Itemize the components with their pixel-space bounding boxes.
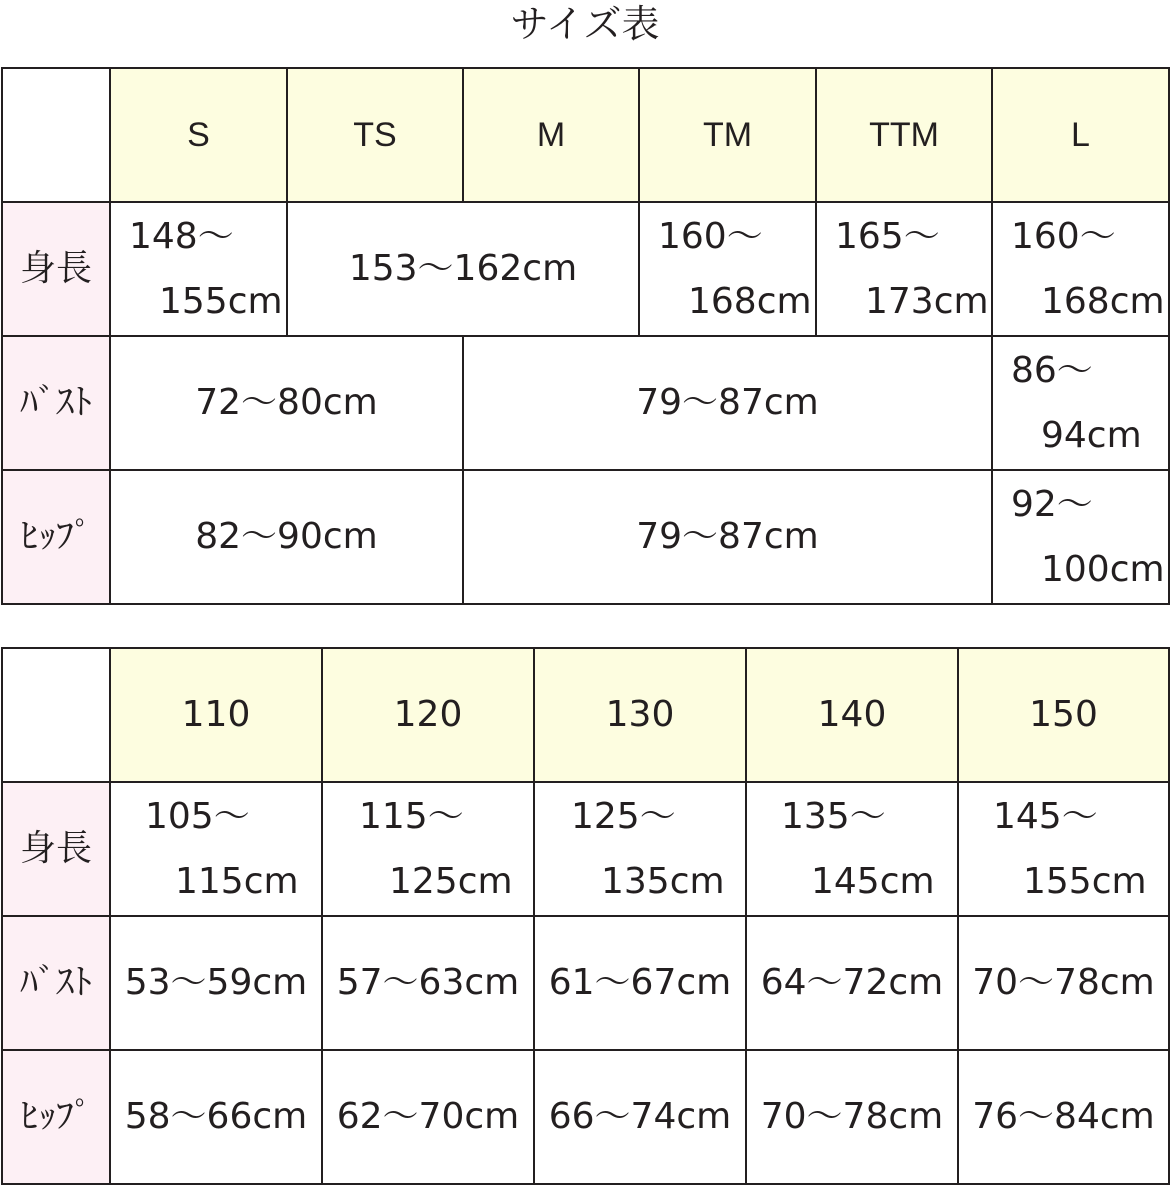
- height-cell-110: [110, 782, 322, 916]
- size-header-tm: TM: [639, 68, 816, 202]
- range-end: 168cm: [688, 281, 812, 322]
- size-header-l: L: [992, 68, 1169, 202]
- size-header-ts: TS: [287, 68, 463, 202]
- height-cell-tm: [639, 202, 816, 336]
- range-start: 92〜: [1011, 483, 1093, 525]
- range-start: 148〜: [129, 215, 234, 257]
- adult-size-table: [1, 67, 1170, 605]
- range-start: 86〜: [1011, 349, 1093, 391]
- range-end: 100cm: [1041, 549, 1165, 590]
- range-end: 168cm: [1041, 281, 1165, 322]
- size-header-row: [2, 68, 1169, 202]
- range-start: 165〜: [835, 215, 940, 257]
- bust-row: [2, 916, 1169, 1050]
- height-row: [2, 782, 1169, 916]
- hip-row: [2, 1050, 1169, 1184]
- range-end: 155cm: [159, 281, 283, 322]
- range-start: 145〜: [993, 795, 1098, 837]
- bust-cell-120: 57〜63cm: [322, 916, 534, 1050]
- range-start: 105〜: [145, 795, 250, 837]
- hip-cell-130: 66〜74cm: [534, 1050, 746, 1184]
- row-label-bust: ﾊﾞｽﾄ: [2, 916, 110, 1050]
- hip-cell-140: 70〜78cm: [746, 1050, 958, 1184]
- hip-cell-s-ts: 82〜90cm: [110, 470, 463, 604]
- height-cell-ts-m: 153〜162cm: [287, 202, 639, 336]
- range-end: 125cm: [389, 861, 513, 902]
- range-start: 135〜: [781, 795, 886, 837]
- height-cell-130: [534, 782, 746, 916]
- size-header-row: [2, 648, 1169, 782]
- bust-cell-s-ts: 72〜80cm: [110, 336, 463, 470]
- range-start: 125〜: [571, 795, 676, 837]
- range-start: 160〜: [658, 215, 763, 257]
- bust-cell-140: 64〜72cm: [746, 916, 958, 1050]
- hip-cell-l: [992, 470, 1169, 604]
- hip-cell-m-tm-ttm: 79〜87cm: [463, 470, 992, 604]
- bust-row: [2, 336, 1169, 470]
- bust-cell-150: 70〜78cm: [958, 916, 1169, 1050]
- height-cell-s: [110, 202, 287, 336]
- range-end: 135cm: [601, 861, 725, 902]
- row-label-hip: ﾋｯﾌﾟ: [2, 1050, 110, 1184]
- row-label-hip: ﾋｯﾌﾟ: [2, 470, 110, 604]
- corner-cell: [2, 68, 110, 202]
- height-cell-140: [746, 782, 958, 916]
- bust-cell-l: [992, 336, 1169, 470]
- kids-size-table: [1, 647, 1170, 1185]
- row-label-bust: ﾊﾞｽﾄ: [2, 336, 110, 470]
- bust-cell-130: 61〜67cm: [534, 916, 746, 1050]
- range-end: 145cm: [811, 861, 935, 902]
- hip-row: [2, 470, 1169, 604]
- bust-cell-m-tm-ttm: 79〜87cm: [463, 336, 992, 470]
- height-cell-120: [322, 782, 534, 916]
- range-end: 173cm: [865, 281, 989, 322]
- size-header-150: 150: [958, 648, 1169, 782]
- height-cell-l: [992, 202, 1169, 336]
- corner-cell: [2, 648, 110, 782]
- row-label-height: 身長: [2, 782, 110, 916]
- page-title: サイズ表: [510, 2, 660, 46]
- range-end: 115cm: [175, 861, 299, 902]
- height-cell-ttm: [816, 202, 992, 336]
- size-header-110: 110: [110, 648, 322, 782]
- height-row: [2, 202, 1169, 336]
- size-header-130: 130: [534, 648, 746, 782]
- hip-cell-120: 62〜70cm: [322, 1050, 534, 1184]
- size-header-m: M: [463, 68, 639, 202]
- bust-cell-110: 53〜59cm: [110, 916, 322, 1050]
- range-end: 94cm: [1041, 415, 1142, 456]
- range-start: 115〜: [359, 795, 464, 837]
- range-start: 160〜: [1011, 215, 1116, 257]
- size-header-s: S: [110, 68, 287, 202]
- height-cell-150: [958, 782, 1169, 916]
- row-label-height: 身長: [2, 202, 110, 336]
- size-header-120: 120: [322, 648, 534, 782]
- size-header-140: 140: [746, 648, 958, 782]
- size-header-ttm: TTM: [816, 68, 992, 202]
- hip-cell-150: 76〜84cm: [958, 1050, 1169, 1184]
- range-end: 155cm: [1023, 861, 1147, 902]
- hip-cell-110: 58〜66cm: [110, 1050, 322, 1184]
